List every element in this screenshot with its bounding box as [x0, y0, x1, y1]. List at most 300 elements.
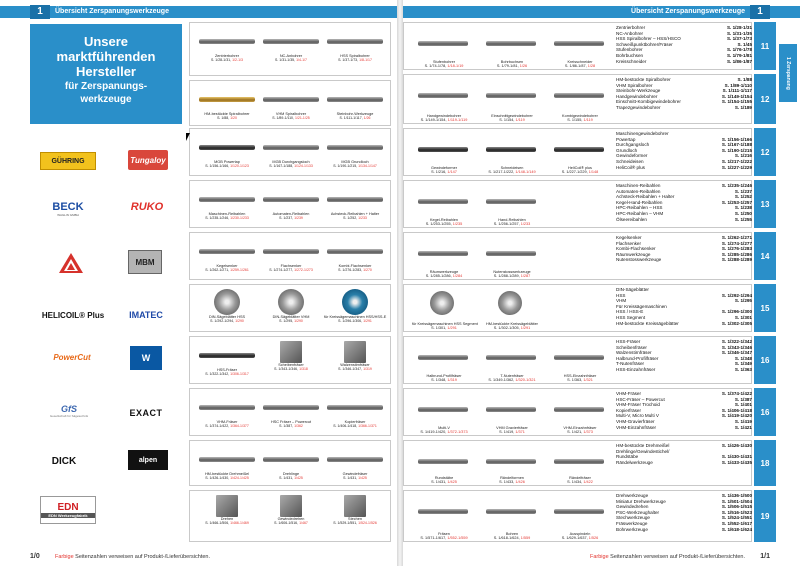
overview-page-range[interactable]: 1/235	[452, 222, 463, 227]
list-item-label: VHM	[616, 298, 627, 304]
product-pages	[260, 268, 322, 272]
page-range: S. 1/88,	[217, 116, 230, 121]
list-item-label: HPC-Reibahlen – VHM	[616, 210, 664, 216]
overview-page-range[interactable]: 1/148-1/149	[515, 170, 536, 175]
overview-page-range[interactable]: 1/467	[299, 521, 308, 526]
chapter-number-tab[interactable]: 19	[754, 490, 776, 542]
list-item-label: Halbrund-Profilfräser	[616, 355, 659, 361]
overview-page-range[interactable]: 1/291	[520, 326, 531, 331]
product-item[interactable]	[324, 289, 386, 323]
overview-page-range[interactable]: 1/233	[520, 222, 531, 227]
page-range: S. 1/295,	[279, 319, 294, 324]
list-item-pages: S. 1/524-1/551	[721, 515, 752, 521]
caption-name: Einschnittgewindebohrer	[491, 114, 533, 118]
chapter-number-tab[interactable]: 16	[754, 388, 776, 436]
powercut-logo: PowerCut	[53, 352, 91, 362]
product-item[interactable]	[324, 445, 386, 480]
caption-name: HSS-Einzahnfräser	[563, 374, 597, 378]
page-range: S. 1/288-1/289,	[493, 274, 520, 279]
product-name: Steinbohr-Werkzeuge	[336, 112, 374, 116]
list-item-label: Rändelwerkzeuge	[616, 459, 653, 465]
category-list-item[interactable]	[616, 527, 752, 533]
overview-page-range[interactable]: 1/524-1/526	[358, 521, 377, 526]
list-item-label: Gewindedrehen	[616, 504, 649, 510]
list-item-label: Stufenbohrer	[616, 47, 643, 53]
product-pages	[196, 58, 258, 62]
list-item-label: Stechwerkzeuge	[616, 515, 650, 521]
overview-page-range[interactable]: 1/270	[363, 268, 372, 273]
tool-image	[263, 145, 319, 150]
page-title: Übersicht Zerspanungswerkzeuge	[55, 8, 169, 15]
caption-name: HM-bestückte Kreissägeblätter	[486, 322, 538, 326]
list-item-label: NC-Anbohrer	[616, 30, 644, 36]
product-item[interactable]	[260, 495, 322, 525]
caption-name: T-Nutenfräser	[500, 374, 524, 378]
tool-caption[interactable]	[548, 114, 612, 122]
tool-image	[214, 289, 240, 315]
tool-caption[interactable]	[548, 426, 612, 434]
list-item-label: Handgewindebohrer	[616, 93, 658, 99]
product-row	[189, 336, 391, 384]
exact-logo: EXACT	[129, 408, 163, 418]
page-range: S. 1/285-1/286,	[425, 274, 452, 279]
product-pages	[324, 216, 386, 220]
list-item-pages: S. 1/433-1/435	[721, 459, 752, 465]
tool-image	[327, 197, 383, 202]
product-item[interactable]	[196, 495, 258, 525]
category-list	[616, 235, 752, 263]
tool-caption[interactable]	[480, 426, 544, 434]
overview-page-range[interactable]: 1/319	[447, 378, 457, 383]
product-item[interactable]	[260, 341, 322, 371]
list-item-pages: S. 1/262-1/271	[721, 235, 752, 240]
category-list-item[interactable]	[616, 460, 752, 466]
list-item-pages: S. 1/349	[734, 361, 752, 367]
tool-image	[486, 509, 536, 514]
overview-page-range[interactable]: 1/124-1/133	[294, 164, 313, 169]
product-item[interactable]	[196, 27, 258, 62]
overview-page-range[interactable]: 1/239	[294, 216, 303, 221]
caption-pages	[412, 118, 476, 122]
page-range: S. 1/296-1/306,	[338, 319, 363, 324]
chapter-number-tab[interactable]: 11	[754, 22, 776, 70]
product-name: Maschinen-Reibahlen	[208, 212, 246, 216]
tool-caption[interactable]	[548, 374, 612, 382]
overview-page-range[interactable]: 1/552-1/559	[447, 536, 468, 541]
product-item[interactable]	[260, 185, 322, 220]
product-name: Drehlinge	[282, 472, 300, 476]
overview-page-range[interactable]: 1/287	[520, 274, 531, 279]
overview-page-range[interactable]: 1/26	[363, 116, 371, 121]
product-item[interactable]	[196, 341, 258, 376]
overview-page-range[interactable]: 1/373	[583, 430, 593, 435]
tool-caption[interactable]	[412, 60, 476, 68]
list-item-label: Maschinen-Reibahlen	[616, 183, 661, 188]
product-name: VHM Spiralbohrer	[275, 112, 307, 116]
category-list-item[interactable]	[616, 257, 752, 263]
overview-page-range[interactable]: 1/233	[358, 216, 367, 221]
tool-caption[interactable]	[480, 166, 544, 174]
overview-page-range[interactable]: 1/526	[588, 536, 599, 541]
page-range: S. 1/322-1/342,	[205, 372, 230, 377]
tool-caption[interactable]	[412, 114, 476, 122]
overview-page-range[interactable]: 1/284	[452, 274, 463, 279]
category-list-item[interactable]	[616, 367, 752, 373]
list-item-label: HSS Spiralbohrer – HSS/HSCO	[616, 36, 681, 42]
tool-caption[interactable]	[412, 270, 476, 278]
chapter-number-tab[interactable]: 15	[754, 284, 776, 332]
list-item-label: VHM-Fräser Trochoid	[616, 402, 660, 408]
tool-caption[interactable]	[412, 374, 476, 382]
product-pages	[260, 476, 322, 480]
product-item[interactable]	[324, 393, 386, 428]
overview-page-range[interactable]: 1/18-1/19	[447, 64, 464, 69]
product-pages	[324, 116, 386, 120]
list-item-label: HPC-Reibahlen – HSS	[616, 205, 663, 211]
list-item-label: Durchgangsloch	[616, 142, 650, 148]
tool-image	[199, 353, 255, 358]
overview-page-range[interactable]: 1/559	[520, 536, 531, 541]
overview-page-range[interactable]: 1/148	[588, 170, 599, 175]
overview-page-range[interactable]: 1/364-1/377	[230, 424, 249, 429]
product-row	[189, 388, 391, 436]
product-name: MGB Durchgangsloch	[272, 160, 310, 164]
product-item[interactable]	[260, 133, 322, 168]
product-item[interactable]	[260, 27, 322, 62]
page-range: S. 1/31-1/35,	[275, 58, 296, 63]
list-item-pages: S. 1/301	[734, 314, 752, 320]
category-list-item[interactable]	[616, 425, 752, 431]
category-list	[616, 443, 752, 465]
overview-page-range[interactable]: 1/28	[587, 64, 596, 69]
ruko-logo: RUKO	[130, 201, 164, 213]
category-block	[403, 128, 752, 176]
overview-page-range[interactable]: 1/366-1/371	[358, 424, 377, 429]
list-item-label: VHM-Fräser	[616, 391, 642, 396]
tool-image	[263, 457, 319, 462]
product-pages	[196, 319, 258, 323]
tool-image	[486, 459, 536, 464]
caption-pages	[480, 170, 544, 174]
overview-page-range[interactable]: 1/425	[294, 476, 303, 481]
tool-caption[interactable]	[480, 374, 544, 382]
tool-caption[interactable]	[548, 60, 612, 68]
overview-page-range[interactable]: 1/259-1/261	[230, 268, 249, 273]
list-item-pages: S. 1/274-1/277	[721, 240, 752, 246]
overview-page-range[interactable]: 1/8-1/17	[359, 58, 372, 63]
page-range: S. 1/74-1/78,	[424, 64, 447, 69]
list-item-pages: S. 1/238	[734, 205, 752, 211]
overview-page-range[interactable]: 1/372-1/373	[447, 430, 468, 435]
list-item-pages: S. 1/322-1/342	[721, 339, 752, 344]
list-item-label: PSC-Werkzeughalter	[616, 509, 660, 515]
page-title: Übersicht Zerspanungswerkzeuge	[631, 8, 745, 15]
page-range: S. 1/431,	[431, 480, 447, 485]
tool-image	[199, 197, 255, 202]
caption-name: Gewindeformer	[431, 166, 457, 170]
page-range: S. 1/86-1/87,	[564, 64, 587, 69]
product-item[interactable]	[324, 237, 386, 272]
page-range: S. 1/155,	[567, 118, 583, 123]
page-range: S. 1/256-1/257,	[493, 222, 520, 227]
overview-page-range[interactable]: 1/272-1/273	[294, 268, 313, 273]
overview-page-range[interactable]: 1/424-1/425	[230, 476, 249, 481]
tool-caption[interactable]	[412, 218, 476, 226]
list-item-pages: S. 1/237	[734, 188, 752, 194]
product-item[interactable]	[260, 445, 322, 480]
list-item-label: Rundstäbe	[616, 454, 639, 460]
overview-page-range[interactable]: 1/147	[447, 170, 457, 175]
product-row	[189, 128, 391, 176]
list-item-label: Kegel-Hand-Reibahlen	[616, 199, 663, 205]
tool-image	[554, 509, 604, 514]
category-list	[616, 183, 752, 222]
overview-page-range[interactable]: 1/319	[363, 367, 372, 372]
caption-name: Rändelformen	[500, 476, 524, 480]
list-item-pages: S. 1/430-1/431	[721, 454, 752, 460]
overview-page-range[interactable]: 1/120-1/123	[230, 164, 249, 169]
product-item[interactable]	[196, 393, 258, 428]
product-item[interactable]	[324, 85, 386, 120]
chapter-side-tab[interactable]: 1 Zerspanung	[779, 44, 797, 102]
edn-logo: EDN EDN Werkzeugfabrik	[40, 496, 96, 524]
page-range: S. 1/292-1/294,	[210, 319, 235, 324]
tool-image	[498, 291, 522, 315]
overview-page-range[interactable]: 1/20	[230, 116, 237, 121]
list-item-pages: S. 1/296-1/300	[721, 309, 752, 315]
list-item-pages: S. 1/288-1/289	[721, 257, 752, 263]
category-list-item[interactable]	[616, 217, 752, 223]
tool-caption[interactable]	[548, 476, 612, 484]
page-range: S. 1/227-1/229,	[561, 170, 588, 175]
overview-page-range[interactable]: 1/119-1/119	[447, 118, 468, 123]
tool-image	[418, 407, 468, 412]
tool-caption[interactable]	[480, 114, 544, 122]
list-item-label: Flachsenker	[616, 240, 642, 246]
product-name: HM-bestückte Drehmeißel	[204, 472, 250, 476]
list-item-pages: S. 1/419-1/420	[721, 413, 752, 419]
tool-caption[interactable]	[412, 166, 476, 174]
chapter-number-tab[interactable]: 13	[754, 180, 776, 228]
caption-name: Kreisschneider	[567, 60, 593, 64]
list-item-label: VHM-Einzahnfräser	[616, 424, 657, 430]
product-item[interactable]	[260, 289, 322, 323]
list-item-label: Nutenstosswerkzeuge	[616, 257, 662, 263]
tool-image	[418, 251, 468, 256]
overview-page-range[interactable]: 1/422	[583, 480, 593, 485]
overview-page-range[interactable]: 1/2-1/3	[232, 58, 243, 63]
category-list-item[interactable]	[616, 321, 752, 327]
overview-page-range[interactable]: 1/321	[583, 378, 593, 383]
caption-name: Multi-V	[438, 426, 450, 430]
overview-page-range[interactable]: 1/291	[363, 319, 372, 324]
product-item[interactable]	[260, 237, 322, 272]
category-list-item[interactable]	[616, 59, 752, 65]
overview-page-range[interactable]: 1/320-1/321	[515, 378, 536, 383]
caption-pages	[412, 378, 476, 382]
caption-pages	[412, 536, 476, 540]
list-item-label: Kopierfräser	[616, 407, 642, 413]
list-item-pages: S. 1/235-1/246	[721, 183, 752, 188]
tool-caption[interactable]	[480, 60, 544, 68]
chapter-number-tab[interactable]: 14	[754, 232, 776, 280]
tool-caption[interactable]	[480, 270, 544, 278]
list-item-label: Zentrierbohrer	[616, 25, 646, 30]
overview-page-range[interactable]: 1/371	[515, 430, 525, 435]
product-item[interactable]	[324, 341, 386, 371]
chapter-number-tab[interactable]: 16	[754, 336, 776, 384]
tool-image	[486, 251, 536, 256]
product-item[interactable]	[196, 185, 258, 220]
caption-pages	[412, 480, 476, 484]
list-item-pages: S. 1/552-1/617	[721, 520, 752, 526]
footer-note: Farbige Seitenzahlen verweisen auf Produkt-/Lieferübersichten.	[589, 554, 745, 560]
overview-page-range[interactable]: 1/466-1/469	[230, 521, 249, 526]
product-item[interactable]	[196, 133, 258, 168]
list-item-pages: S. 1/516-1/523	[721, 509, 752, 515]
list-item-pages: S. 1/506-1/515	[721, 504, 752, 510]
caption-pages	[480, 118, 544, 122]
overview-page-range[interactable]: 1/290	[294, 319, 303, 324]
overview-page-range[interactable]: 1/134-1/147	[358, 164, 377, 169]
tool-caption[interactable]	[412, 532, 476, 540]
page-range: S. 1/343-1/346,	[274, 367, 299, 372]
overview-page-range[interactable]: 1/26	[519, 64, 528, 69]
caption-name: Hand-Reibahlen	[498, 218, 526, 222]
page-range: S. 1/190-1/215,	[333, 164, 358, 169]
tool-caption[interactable]	[548, 532, 612, 540]
overview-page-range[interactable]: 1/119	[583, 118, 593, 123]
chapter-number-tab[interactable]: 18	[754, 440, 776, 486]
overview-page-range[interactable]: 1/362	[294, 424, 303, 429]
product-item[interactable]	[324, 27, 386, 62]
product-item[interactable]	[324, 133, 386, 168]
tool-image	[342, 289, 368, 315]
overview-page-range[interactable]: 1/306-1/317	[230, 372, 249, 377]
list-item-pages: S. 1/76-1/78	[726, 47, 752, 53]
overview-page-range[interactable]: 1/230-1/233	[230, 216, 249, 221]
category-list-item[interactable]	[616, 105, 752, 111]
tool-image	[327, 249, 383, 254]
list-item-label: HSS-Fräser	[616, 339, 641, 344]
page-range: S. 1/302-1/305,	[493, 326, 520, 331]
right-page	[403, 0, 800, 566]
tool-image	[486, 199, 536, 204]
product-item[interactable]	[196, 445, 258, 480]
tool-caption[interactable]	[480, 532, 544, 540]
product-item[interactable]	[324, 185, 386, 220]
overview-page-range[interactable]: 1/21-1/25	[294, 116, 310, 121]
list-item-pages: S. 1/156-1/166	[721, 136, 752, 142]
product-name: HSC Fräser – Powercut	[270, 420, 312, 424]
category-block	[403, 440, 752, 486]
tool-caption[interactable]	[412, 426, 476, 434]
product-name: NC-Anbohrer	[279, 54, 303, 58]
list-item-pages: S. 1/227-1/229	[721, 164, 752, 170]
product-name: Kopierfräser	[344, 420, 366, 424]
page-range: S. 1/346-1/347,	[338, 367, 363, 372]
hero-block	[30, 24, 182, 124]
page-range: S. 1/419-1/420,	[420, 430, 447, 435]
overview-page-range[interactable]: 1/291	[447, 326, 457, 331]
list-item-pages: S. 1/253-1/257	[721, 199, 752, 205]
caption-name: Rundstäbe	[434, 476, 454, 480]
product-item[interactable]	[196, 85, 258, 120]
list-item-pages: S. 1/31-1/35	[726, 30, 752, 36]
overview-page-range[interactable]: 1/425	[447, 480, 457, 485]
tool-caption[interactable]	[480, 476, 544, 484]
list-item-label: HeliCoil® plus	[616, 164, 645, 170]
product-item[interactable]	[260, 393, 322, 428]
product-row	[189, 180, 391, 228]
tool-caption[interactable]	[412, 322, 476, 330]
list-item-label: Achsteck-Reibahlen + Halter	[616, 194, 675, 200]
chapter-number-tab[interactable]: 12	[754, 128, 776, 176]
overview-page-range[interactable]: 1/425	[358, 476, 367, 481]
product-name: Scheibenfräser	[278, 363, 304, 367]
category-list	[616, 493, 752, 532]
product-pages	[260, 58, 322, 62]
product-name: Gewindefräser	[342, 472, 368, 476]
page-range: S. 1/301,	[431, 326, 447, 331]
caption-name: Bohren	[505, 532, 519, 536]
list-item-label: Kombi-Flachsenker	[616, 246, 656, 252]
list-item-pages: S. 1/190-1/215	[721, 147, 752, 153]
chapter-number-tab[interactable]: 12	[754, 74, 776, 124]
list-item-label: Drehwerkzeuge	[616, 493, 649, 498]
overview-page-range[interactable]: 1/290	[235, 319, 244, 324]
category-block	[403, 336, 752, 384]
alpen-logo: alpen	[128, 450, 168, 470]
tool-caption[interactable]	[480, 322, 544, 330]
tool-caption[interactable]	[548, 166, 612, 174]
category-list-item[interactable]	[616, 165, 752, 171]
list-item-label: Schweißpunktbohrer/Fräser	[616, 41, 673, 47]
list-item-pages: S. 1/45	[737, 41, 752, 47]
mbm-logo: MBM	[128, 250, 162, 274]
caption-pages	[480, 378, 544, 382]
page-range: S. 1/111-1/117,	[339, 116, 363, 121]
list-item-label: HM-bestückte Kreissägeblätter	[616, 320, 679, 326]
overview-page-range[interactable]: 1/4-1/7	[296, 58, 307, 63]
tool-image	[263, 249, 319, 254]
product-pages	[324, 476, 386, 480]
product-item[interactable]	[196, 237, 258, 272]
tool-image	[486, 93, 536, 98]
tool-caption[interactable]	[412, 476, 476, 484]
product-name: Gewindedrehen	[277, 517, 305, 521]
page-range: S. 1/433,	[499, 480, 515, 485]
tool-image	[199, 405, 255, 410]
product-row	[189, 80, 391, 126]
tool-image	[199, 39, 255, 44]
overview-page-range[interactable]: 1/119	[515, 118, 525, 123]
overview-page-range[interactable]: 1/318	[299, 367, 308, 372]
product-item[interactable]	[324, 495, 386, 525]
caption-pages	[480, 480, 544, 484]
tool-image	[554, 147, 604, 152]
tool-image	[327, 97, 383, 102]
page-range: S. 1/28-1/31,	[211, 58, 232, 63]
tool-image	[344, 341, 366, 363]
product-item[interactable]	[196, 289, 258, 323]
product-item[interactable]	[260, 85, 322, 120]
tool-caption[interactable]	[480, 218, 544, 226]
overview-page-range[interactable]: 1/426	[515, 480, 525, 485]
list-item-pages: S. 1/363	[734, 366, 752, 372]
tool-image	[199, 145, 255, 150]
imatec-logo: IMATEC	[129, 310, 163, 320]
